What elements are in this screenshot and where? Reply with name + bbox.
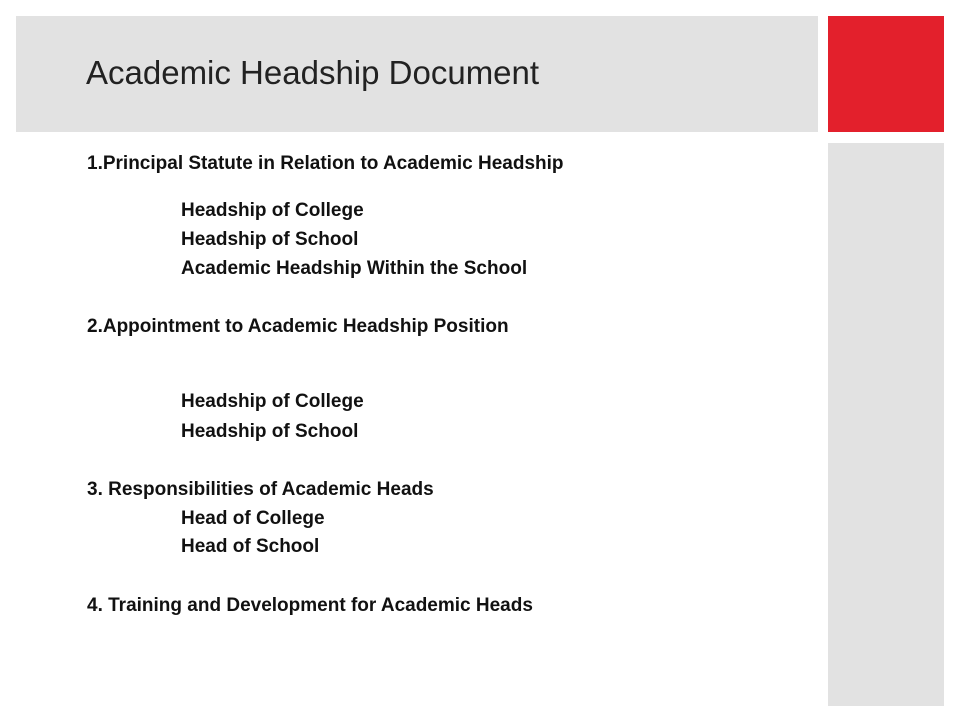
section-2-item: Headship of College — [181, 391, 364, 412]
accent-block — [828, 16, 944, 132]
section-3-item: Head of School — [181, 536, 320, 557]
section-1-heading: 1.Principal Statute in Relation to Academic Headship — [87, 153, 564, 174]
section-2-heading: 2.Appointment to Academic Headship Position — [87, 316, 509, 337]
section-1-item: Academic Headship Within the School — [181, 258, 528, 279]
title-bar — [16, 16, 818, 132]
section-2-item: Headship of School — [181, 421, 359, 442]
section-1-item: Headship of College — [181, 200, 364, 221]
section-3-heading: 3. Responsibilities of Academic Heads — [87, 479, 434, 500]
side-panel — [828, 143, 944, 706]
section-3-item: Head of College — [181, 508, 325, 529]
slide-title: Academic Headship Document — [86, 54, 540, 91]
section-1-item: Headship of School — [181, 229, 359, 250]
section-4-heading: 4. Training and Development for Academic Heads — [87, 595, 533, 616]
